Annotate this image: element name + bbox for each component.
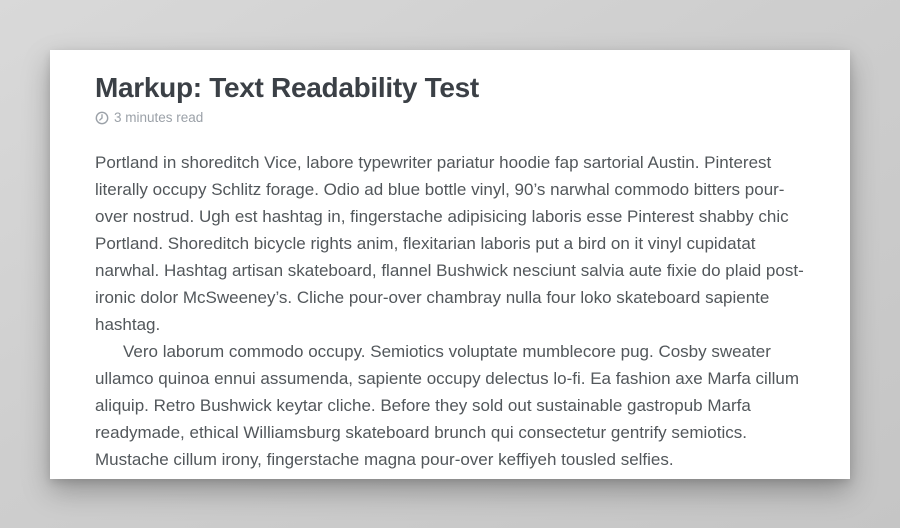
article-body — [95, 149, 805, 473]
read-time-label: 3 minutes read — [114, 110, 204, 126]
clock-icon — [95, 111, 109, 125]
article-meta — [95, 110, 805, 126]
article-paragraph: Vero laborum commodo occupy. Semiotics voluptate mumblecore pug. Cosby sweater ullamco quinoa ennui assumenda, sapiente occupy delectus lo-fi. Ea fashion axe Marfa cillum aliquip. Retro Bushwick keytar cliche. Before they sold out sustainable gastropub Marfa readymade, ethical Williamsburg skateboard brunch qui consectetur gentrify semiotics. Mustache cillum irony, fingerstache magna pour-over keffiyeh tousled selfies. — [95, 342, 800, 470]
article-card — [50, 50, 850, 479]
article-title: Markup: Text Readability Test — [95, 72, 479, 103]
article-paragraph: Portland in shoreditch Vice, labore typewriter pariatur hoodie fap sartorial Austin. Pinterest literally occupy Schlitz forage. Odio ad blue bottle vinyl, 90’s narwhal commodo bitters pour-over nostrud. Ugh est hashtag in, fingerstache adipisicing laboris esse Pinterest shabby chic Portland. Shoreditch bicycle rights anim, flexitarian laboris put a bird on it vinyl cupidatat narwhal. Hashtag artisan skateboard, flannel Bushwick nesciunt salvia aute fixie do plaid post-ironic dolor McSweeney’s. Cliche pour-over chambray nulla four loko skateboard sapiente hashtag. — [95, 153, 804, 335]
